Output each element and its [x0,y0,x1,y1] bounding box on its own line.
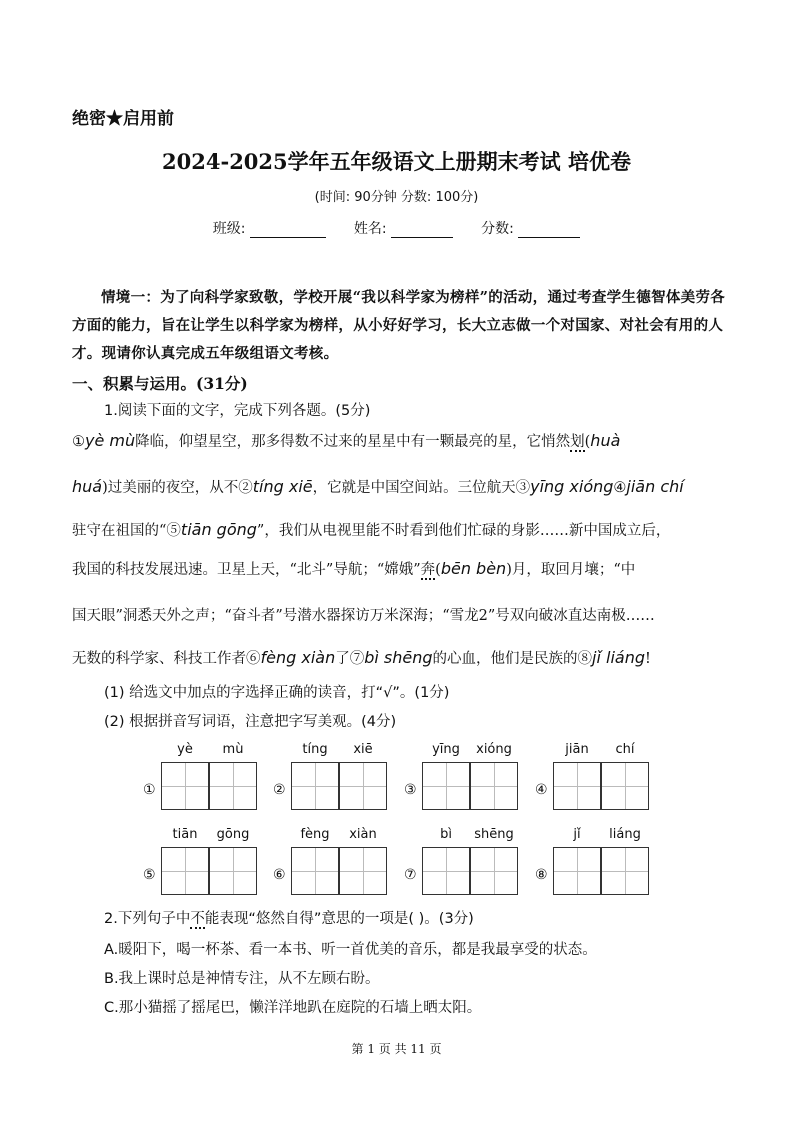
grid-pinyin: chí [615,742,635,757]
passage-line-6: 无数的科学家、科技工作者⑥fèng xiàn了⑦bì shēng的心血，他们是民族的⑧jǐ liáng! [72,648,651,667]
exam-subtitle: (时间: 90分钟 分数: 100分) [314,190,479,205]
context-paragraph: 情境一：为了向科学家致敬，学校开展“我以科学家为榜样”的活动，通过考查学生德智体美劳各方面的能力，旨在让学生以科学家为榜样，从小好好学习，长大立志做一个对国家、对社会有用的人才。现请你认真完成五年级组语文考核。 [72,289,726,362]
writing-box[interactable] [553,847,601,895]
writing-box[interactable] [209,762,257,810]
writing-box[interactable] [209,847,257,895]
writing-grid-3 [404,742,522,830]
option-a[interactable]: A.暖阳下，喝一杯茶、看一本书、听一首优美的音乐，都是我最享受的状态。 [104,942,597,958]
option-b[interactable]: B.我上课时总是神情专注，从不左顾右盼。 [104,971,380,987]
writing-grid-2 [273,742,391,830]
grid-pinyin: yīng [432,742,460,757]
grid-pinyin: mù [222,742,244,757]
info-fields [0,218,793,238]
grid-number: ① [143,782,156,798]
confidential-label: 绝密★启用前 [72,109,174,129]
writing-box[interactable] [339,762,387,810]
class-field[interactable]: 班级: [213,218,326,238]
page-footer: 第 1 页 共 11 页 [351,1042,442,1056]
grid-pinyin: liáng [609,827,641,842]
writing-grid-8 [535,827,653,915]
writing-grid-7 [404,827,522,915]
writing-box[interactable] [291,762,339,810]
writing-box[interactable] [601,762,649,810]
writing-grid-4 [535,742,653,830]
grid-pinyin: jǐ [573,827,581,842]
grid-pinyin: gōng [216,827,250,842]
grid-pinyin: jiān [565,742,589,757]
writing-box[interactable] [161,762,209,810]
question-1-prompt: 1.阅读下面的文字，完成下列各题。(5分) [104,403,371,419]
writing-box[interactable] [422,762,470,810]
writing-grid-6 [273,827,391,915]
writing-box[interactable] [161,847,209,895]
writing-grid-5 [143,827,261,915]
passage-line-2: huá)过美丽的夜空，从不②tíng xiē，它就是中国空间站。三位航天③yīng xióng④jiān chí [72,477,684,496]
writing-box[interactable] [553,762,601,810]
grid-number: ⑧ [535,867,548,883]
grid-number: ③ [404,782,417,798]
writing-box[interactable] [339,847,387,895]
passage-line-3: 驻守在祖国的“⑤tiān gōng”，我们从电视里能不时看到他们忙碌的身影……新中国成立后， [72,520,671,539]
sub-question-1: (1) 给选文中加点的字选择正确的读音，打“√”。(1分) [104,685,450,701]
grid-pinyin: tíng [302,742,328,757]
grid-pinyin: xiàn [349,827,377,842]
writing-box[interactable] [470,762,518,810]
grid-pinyin: bì [440,827,452,842]
writing-box[interactable] [291,847,339,895]
writing-grid-1 [143,742,261,830]
score-field[interactable]: 分数: [481,218,580,238]
grid-number: ⑥ [273,867,286,883]
writing-box[interactable] [601,847,649,895]
grid-pinyin: xióng [476,742,512,757]
sub-question-2: (2) 根据拼音写词语，注意把字写美观。(4分) [104,714,397,730]
grid-pinyin: shēng [474,827,514,842]
question-2-prompt: 2.下列句子中不能表现“悠然自得”意思的一项是( )。(3分) [104,911,474,927]
writing-box[interactable] [470,847,518,895]
passage-line-5: 国天眼”洞悉天外之声；“奋斗者”号潜水器探访万米深海；“雪龙2”号双向破冰直达南极…… [72,608,655,624]
option-c[interactable]: C.那小猫摇了摇尾巴，懒洋洋地趴在庭院的石墙上晒太阳。 [104,1000,482,1016]
grid-pinyin: xiē [353,742,373,757]
grid-number: ② [273,782,286,798]
passage-line-1: ①yè mù降临，仰望星空，那多得数不过来的星星中有一颗最亮的星，它悄然划(huà [72,431,621,450]
grid-pinyin: fèng [300,827,330,842]
grid-number: ⑤ [143,867,156,883]
grid-number: ⑦ [404,867,417,883]
section-heading: 一、积累与运用。(31分) [72,374,248,393]
name-field[interactable]: 姓名: [354,218,453,238]
passage-line-4: 我国的科技发展迅速。卫星上天，“北斗”导航；“嫦娥”奔(bēn bèn)月，取回月壤；“中 [72,559,636,578]
grid-number: ④ [535,782,548,798]
grid-pinyin: yè [177,742,193,757]
exam-title: 2024-2025学年五年级语文上册期末考试 培优卷 [162,149,631,174]
grid-pinyin: tiān [172,827,198,842]
writing-box[interactable] [422,847,470,895]
